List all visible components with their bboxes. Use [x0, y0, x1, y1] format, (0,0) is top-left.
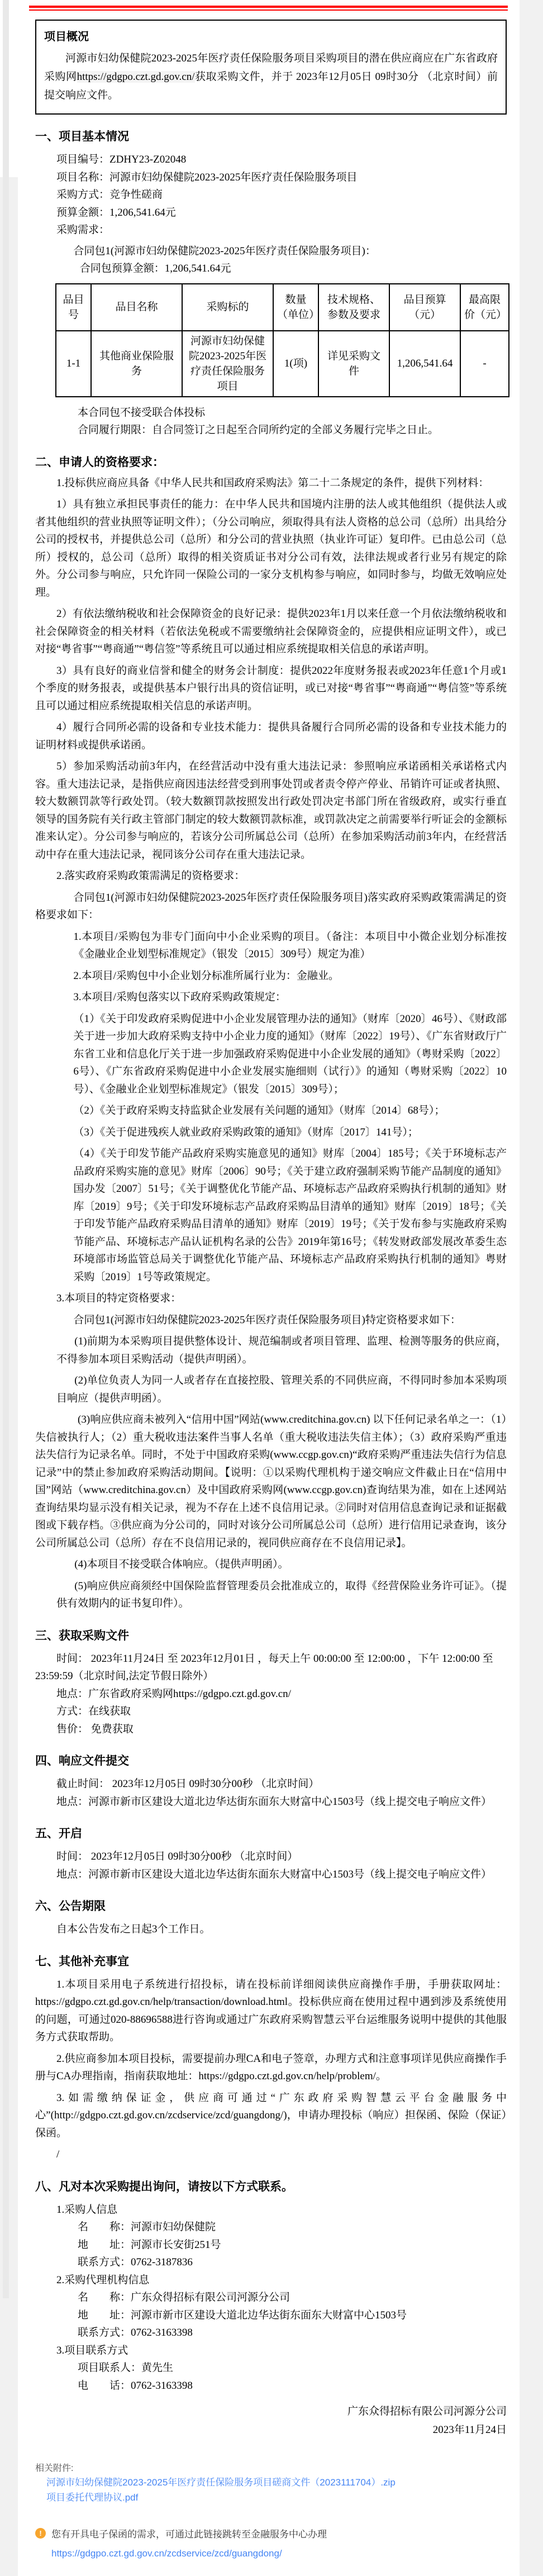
cell-price-cap: - — [460, 331, 509, 397]
obtain-price: 售价： 免费获取 — [56, 1723, 134, 1735]
paragraph: 3.本项目的特定资格要求： — [56, 1292, 182, 1304]
contact-group-title: 2.采购代理机构信息 — [56, 2274, 150, 2286]
field-project-name — [35, 169, 507, 187]
field-label: 采购需求： — [56, 224, 110, 236]
field-procurement-method — [35, 186, 507, 204]
table-row — [56, 331, 509, 397]
section-7-body — [35, 1976, 507, 2164]
paragraph: 1.本项目/采购包为非专门面向中小企业采购的项目。（备注：本项目中小微企业划分标准按《金融业企业划型标准规定》（银发〔2015〕309号）规定为准） — [73, 930, 507, 960]
overview-title: 项目概况 — [44, 31, 89, 43]
field-budget-amount — [35, 204, 507, 222]
cell-subject: 河源市妇幼保健院2023-2025年医疗责任保险服务项目 — [182, 331, 273, 397]
paragraph: 2.本项目/采购包中小企业划分标准所属行业为：金融业。 — [73, 969, 339, 982]
contact-person: 项目联系人：黄先生 — [78, 2362, 174, 2374]
paragraph: （4）《关于印发节能产品政府采购实施意见的通知》财库〔2004〕185号；《关于环境标志产品政府采购实施的意见》财库〔2006〕90号；《关于建立政府强制采购节能产品制度的通知》国办发〔2007〕51号；《关于调整优化节能产品、环境标志产品政府采购执行机制的通知》财库〔2019〕9号；《关于印发环境标志产品政府采购品目清单的通知》财库〔2019〕18号；《关于印发节能产品政府采购品目清单的通知》财库〔2019〕19号；《关于发布参与实施政府采购节能产品、环境标志产品认证机构名录的公告》2019年第16号；《转发财政部发展改革委生态环境部市场监管总局关于调整优化节能产品、环境标志产品政府采购执行机制的通知》粤财采购〔2019〕1号等政策规定。 — [73, 1148, 507, 1283]
warning-icon: ! — [35, 2528, 46, 2539]
field-value: ZDHY23-Z02048 — [109, 154, 187, 165]
cell-quantity: 1(项) — [273, 331, 318, 397]
paragraph: (4)本项目不接受联合体响应。（提供声明函）。 — [74, 1558, 289, 1570]
obtain-method: 方式：在线获取 — [56, 1705, 131, 1717]
contact-name: 名 称：广东众得招标有限公司河源分公司 — [78, 2292, 290, 2303]
section-6-body — [35, 1921, 507, 1938]
section-heading-3: 三、获取采购文件 — [35, 1628, 129, 1642]
cell-item-no: 1-1 — [56, 331, 91, 397]
contact-project — [35, 2342, 507, 2395]
note-contract-term: 合同履行期限：自合同签订之日起至合同所约定的全部义务履行完毕之日止。 — [78, 424, 439, 436]
contact-group-title: 1.采购人信息 — [56, 2203, 118, 2216]
section-heading-5: 五、开启 — [35, 1827, 82, 1840]
guarantee-notice — [35, 2526, 507, 2540]
paragraph: 2）有依法缴纳税收和社会保障资金的良好记录：提供2023年1月以来任意一个月依法缴纳税收和社会保障资金的相关材料（若依法免税或不需要缴纳社会保障资金的，应提供相应证明文件），或已对接“粤省事”“粤商通”“粤信签”等系统且可以通过相应系统提取相关信息的承诺声明。 — [35, 608, 507, 655]
paragraph: （2）《关于政府采购支持监狱企业发展有关问题的通知》（财库〔2014〕68号）； — [73, 1105, 445, 1116]
announcement-period: 自本公告发布之日起3个工作日。 — [56, 1923, 211, 1935]
signature-date: 2023年11月24日 — [432, 2424, 507, 2436]
submit-place: 地点：河源市新市区建设大道北边华达街东面东大财富中心1503号（线上提交电子响应文件） — [56, 1795, 492, 1808]
section-heading-2: 二、申请人的资格要求： — [35, 455, 164, 469]
section-4-body — [35, 1775, 507, 1810]
paragraph: （1）《关于印发政府采购促进中小企业发展管理办法的通知》（财库〔2020〕46号）、《财政部关于进一步加大政府采购支持中小企业力度的通知》（财库〔2022〕19号）、《广东省财政厅广东省工业和信息化厅关于进一步加强政府采购促进中小企业发展的通知》（粤财采购〔2022〕6号）、《广东省政府采购促进中小企业发展实施细则（试行）》的通知（粤财采购〔2022〕10号）、《金融业企业划型标准规定》（银发〔2015〕309号）； — [73, 1013, 507, 1095]
section-1-fields — [35, 151, 507, 278]
attachment-link-pdf[interactable]: 项目委托代理协议.pdf — [46, 2492, 139, 2503]
project-overview-box — [35, 20, 507, 115]
contact-name: 名 称：河源市妇幼保健院 — [78, 2221, 216, 2233]
col-header-specs: 技术规格、参数及要求 — [318, 284, 389, 331]
obtain-time: 时间： 2023年11月24日 至 2023年12月01日 ，每天上午 00:00:00 至 12:00:00 ，下午 12:00:00 至 23:59:59（北京时间,法定节假日除外） — [35, 1652, 493, 1682]
col-header-item-name: 品目名称 — [91, 284, 182, 331]
overview-text-after: 获取采购文件，并于 2023年12月05日 09时30分 （北京时间）前提交响应文件。 — [44, 71, 498, 101]
contact-agency — [35, 2271, 507, 2342]
signature-company: 广东众得招标有限公司河源分公司 — [347, 2406, 507, 2417]
cell-specs: 详见采购文件 — [318, 331, 389, 397]
section-5-body — [35, 1848, 507, 1883]
paragraph: (2)单位负责人为同一人或者存在直接控股、管理关系的不同供应商，不得同时参加本采购项目响应（提供声明函）。 — [56, 1375, 507, 1404]
contact-phone: 联系方式：0762-3163398 — [78, 2327, 193, 2339]
paragraph: (3)响应供应商未被列入“信用中国”网站(www.creditchina.gov.cn) 以下任何记录名单之一：（1）失信被执行人；（2）重大税收违法案件当事人名单（重大税收违法失信主体）；（3）政府采购严重违法失信行为记录名单。同时，不处于中国政府采购(www.ccgp.gov.cn)“政府采购严重违法失信行为信息记录”中的禁止参加政府采购活动期间。【说明：①以采购代理机构于递交响应文件截止日在“信用中国”网站（www.creditchina.gov.cn）及中国政府采购网(www.ccgp.gov.cn)查询结果为准，如在上述网站查询结果均显示没有相关记录，视为不存在上述不良信用记录。②同时对信用信息查询记录和证据截图或下载存档。③供应商为分公司的，同时对该分公司所属总公司（总所）进行信用记录查询，该分公司所属总公司（总所）存在不良信用记录的，视同供应商存在不良信用记录】。 — [35, 1414, 507, 1549]
field-project-number — [35, 151, 507, 169]
contact-address: 地 址：河源市新市区建设大道北边华达街东面东大财富中心1503号 — [78, 2309, 407, 2321]
paragraph: 3.如需缴纳保证金，供应商可通过“广东政府采购智慧云平台金融服务中心”(http://gdgpo.czt.gd.gov.cn/zcdservice/zcd/guangdong/)，申请办理投标（响应）担保函、保险（保证）保函。 — [35, 2092, 507, 2139]
section-heading-4: 四、响应文件提交 — [35, 1754, 129, 1767]
paragraph: 1.本项目采用电子系统进行招投标，请在投标前详细阅读供应商操作手册，手册获取网址：https://gdgpo.czt.gd.gov.cn/help/transaction/download.html。投标供应商在使用过程中遇到涉及系统使用的问题，可通过020-88696588进行咨询或通过广东政府采购智慧云平台运维服务说明中提供的其他服务方式获取帮助。 — [35, 1978, 507, 2043]
paragraph: (5)响应供应商须经中国保险监督管理委员会批准成立的，取得《经营保险业务许可证》。（提供有效期内的证书复印件）。 — [56, 1580, 507, 1609]
paragraph: 合同包1(河源市妇幼保健院2023-2025年医疗责任保险服务项目)特定资格要求如下： — [73, 1314, 461, 1326]
col-header-subject: 采购标的 — [182, 284, 273, 331]
section-heading-8: 八、凡对本次采购提出询问，请按以下方式联系。 — [35, 2179, 293, 2193]
submit-deadline: 截止时间： 2023年12月05日 09时30分00秒 （北京时间） — [56, 1778, 320, 1790]
overview-text-before: 河源市妇幼保健院2023-2025年医疗责任保险服务项目采购项目的潜在供应商应在广东省政府采购网 — [44, 53, 498, 83]
signature-block — [35, 2402, 507, 2439]
paragraph: 4）履行合同所必需的设备和专业技术能力：提供具备履行合同所必需的设备和专业技术能力的证明材料或提供承诺函。 — [35, 721, 507, 751]
paragraph: 3）具有良好的商业信誉和健全的财务会计制度：提供2022年度财务报表或2023年任意1个月或1个季度的财务报表，或提供基本户银行出具的资信证明，或已对接“粤省事”“粤商通”“粤信签”等系统且可以通过相应系统提取相关信息的承诺声明。 — [35, 664, 507, 712]
contact-purchaser — [35, 2201, 507, 2271]
financial-service-link[interactable]: https://gdgpo.czt.gd.gov.cn/zcdservice/zcd/guangdong/ — [51, 2548, 282, 2559]
col-header-item-budget: 品目预算（元） — [389, 284, 460, 331]
paragraph: 1）具有独立承担民事责任的能力：在中华人民共和国境内注册的法人或其他组织（提供法人或者其他组织的营业执照等证明文件）；（分公司响应，须取得具有法人资格的总公司（总所）出具给分公司的授权书，并提供总公司（总所）和分公司的营业执照（执业许可证）复印件。已由总公司（总所）授权的，总公司（总所）取得的相关资质证书对分公司有效，法律法规或者行业另有规定的除外。分公司参与响应，只允许同一保险公司的一家分支机构参与响应，如同时参与，均做无效响应处理。 — [35, 498, 507, 598]
cell-item-budget: 1,206,541.64 — [389, 331, 460, 397]
announcement-document — [18, 0, 520, 2576]
open-place: 地点：河源市新市区建设大道北边华达街东面东大财富中心1503号（线上提交电子响应文件） — [56, 1868, 492, 1880]
col-header-quantity: 数量（单位） — [273, 284, 318, 331]
paragraph: 合同包1(河源市妇幼保健院2023-2025年医疗责任保险服务项目)落实政府采购政策需满足的资格要求如下： — [35, 891, 507, 921]
guarantee-notice-text: 您有开具电子保函的需求，可通过此链接跳转至金融服务中心办理 — [51, 2529, 327, 2540]
section-heading-7: 七、其他补充事宜 — [35, 1954, 129, 1968]
paragraph: 3.本项目/采购包落实以下政府采购政策规定： — [73, 991, 286, 1003]
contract-package-line: 合同包1(河源市妇幼保健院2023-2025年医疗责任保险服务项目)： — [73, 245, 376, 257]
field-value: 河源市妇幼保健院2023-2025年医疗责任保险服务项目 — [109, 171, 358, 183]
section-3-body — [35, 1650, 507, 1738]
field-procurement-demand — [35, 221, 507, 239]
attachment-link-zip[interactable]: 河源市妇幼保健院2023-2025年医疗责任保险服务项目磋商文件（2023111704）.zip — [46, 2477, 396, 2488]
section-2-body — [35, 474, 507, 1613]
table-header-row — [56, 284, 509, 331]
contact-group-title: 3.项目联系方式 — [56, 2344, 128, 2356]
field-value: 竞争性磋商 — [109, 189, 163, 201]
note-no-consortium: 本合同包不接受联合体投标 — [78, 406, 206, 419]
field-value: 1,206,541.64元 — [109, 206, 176, 218]
open-time: 时间： 2023年12月05日 09时30分00秒 （北京时间） — [56, 1851, 298, 1862]
contact-phone: 联系方式：0762-3187836 — [78, 2256, 193, 2268]
paragraph: 2.供应商参加本项目投标，需要提前办理CA和电子签章，办理方式和注意事项详见供应商操作手册与CA办理指南，指南获取地址：https://gdgpo.czt.gd.gov.cn/help/problem/。 — [35, 2052, 507, 2082]
col-header-price-cap: 最高限价（元） — [460, 284, 509, 331]
section-heading-1: 一、项目基本情况 — [35, 130, 129, 143]
attachments-label: 相关附件: — [35, 2464, 74, 2473]
obtain-place: 地点：广东省政府采购网https://gdgpo.czt.gd.gov.cn/ — [56, 1688, 291, 1700]
field-label: 采购方式： — [56, 189, 110, 201]
attachments-panel — [35, 2463, 507, 2559]
left-scrollbar-track — [3, 0, 9, 2298]
paragraph: 2.落实政府采购政策需满足的资格要求： — [56, 870, 245, 882]
overview-url-text: https://gdgpo.czt.gd.gov.cn/ — [77, 71, 195, 83]
cell-item-name: 其他商业保险服务 — [91, 331, 182, 397]
paragraph: / — [56, 2149, 60, 2160]
red-line-thin — [29, 9, 508, 11]
double-red-divider — [29, 6, 508, 11]
contract-package-budget: 合同包预算金额：1,206,541.64元 — [79, 263, 231, 274]
contact-address: 地 址：河源市长安街251号 — [78, 2238, 221, 2251]
section-heading-6: 六、公告期限 — [35, 1899, 106, 1913]
paragraph: 1.投标供应商应具备《中华人民共和国政府采购法》第二十二条规定的条件，提供下列材料： — [56, 477, 489, 489]
field-label: 预算金额： — [56, 206, 110, 218]
col-header-item-no: 品目号 — [56, 284, 91, 331]
paragraph: (1)前期为本采购项目提供整体设计、规范编制或者项目管理、监理、检测等服务的供应商，不得参加本项目采购活动（提供声明函）。 — [56, 1335, 507, 1365]
overview-paragraph — [44, 49, 498, 104]
contact-phone: 电 话：0762-3163398 — [78, 2379, 193, 2392]
field-label: 项目名称： — [56, 171, 110, 183]
contract-notes — [35, 404, 507, 439]
field-label: 项目编号： — [56, 154, 110, 165]
paragraph: （3）《关于促进残疾人就业政府采购政策的通知》（财库〔2017〕141号）； — [73, 1126, 418, 1138]
procurement-items-table — [55, 283, 509, 397]
paragraph: 5）参加采购活动前3年内，在经营活动中没有重大违法记录：参照响应承诺函相关承诺格式内容。重大违法记录，是指供应商因违法经营受到刑事处罚或者责令停产停业、吊销许可证或者执照、较大数额罚款等行政处罚。（较大数额罚款按照发出行政处罚决定书部门所在省级政府，或实行垂直领导的国务院有关行政主管部门制定的较大数额罚款标准，或罚款决定之前需要举行听证会的金额标准来认定）。分公司参与响应的，若该分公司所属总公司（总所）在参加采购活动前3年内，在经营活动中存在重大违法记录，视同该分公司存在重大违法记录。 — [35, 761, 507, 861]
